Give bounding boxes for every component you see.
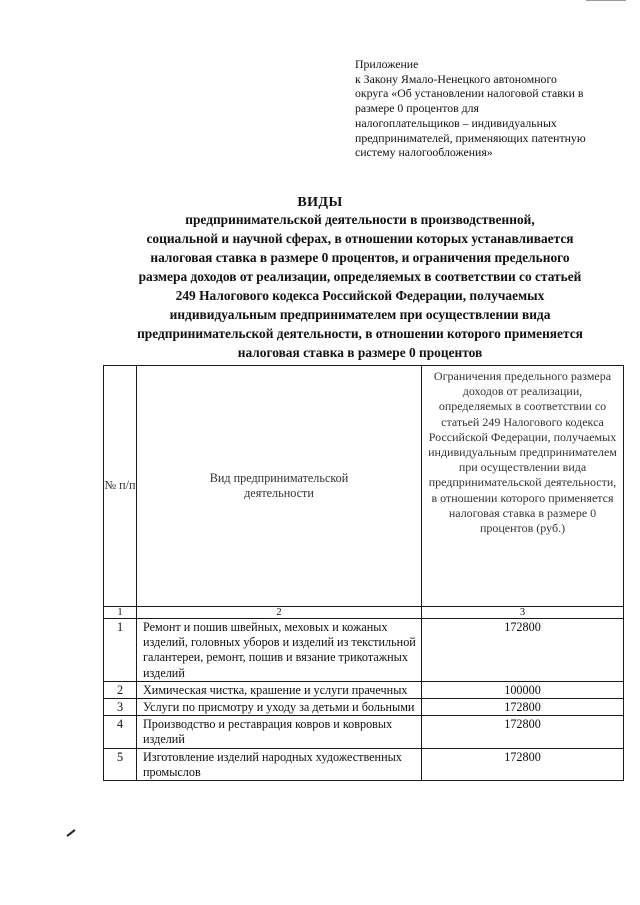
subtitle-line: налоговая ставка в размере 0 процентов, и ограничения предельного [150,250,570,265]
row-number: 4 [104,716,137,748]
activities-table [103,365,624,781]
appendix-line: налогоплательщиков – индивидуальных [355,115,557,130]
appendix-note [355,57,625,160]
header-num: № п/п [104,366,137,607]
subtitle-line: социальной и научной сферах, в отношении которых устанавливается [146,231,574,246]
row-limit: 172800 [422,699,624,716]
document-title: ВИДЫ [297,195,343,210]
row-activity: Ремонт и пошив швейных, меховых и кожаных изделий, головных уборов и изделий из текстильной галантереи, ремонт, пошив и вязание трикотажных изделий [137,619,422,682]
column-index-cell: 3 [422,607,624,619]
subtitle-line: предпринимательской деятельности, в отношении которого применяется [137,326,583,341]
row-number: 1 [104,619,137,682]
table-row [104,681,624,698]
pen-stroke-mark [66,829,75,837]
appendix-line: предпринимателей, применяющих патентную [355,130,586,145]
appendix-line: к Закону Ямало-Ненецкого автономного [355,71,557,86]
row-limit: 172800 [422,748,624,780]
table-row [104,699,624,716]
row-number: 5 [104,748,137,780]
row-number: 3 [104,699,137,716]
appendix-line: округа «Об установлении налоговой ставки в [355,86,584,101]
row-activity: Химическая чистка, крашение и услуги прачечных [137,681,422,698]
column-index-row [104,607,624,619]
column-index-cell: 1 [104,607,137,619]
table-row [104,619,624,682]
header-limit: Ограничения предельного размера доходов от реализации, определяемых в соответствии со статьей 249 Налогового кодекса Российской Федерации, получаемых индивидуальным предпринимателем при осуществлении вида предпринимательской деятельности, в отношении которого применяется налоговая ставка в размере 0 процентов (руб.) [422,366,624,607]
header-activity-text: Вид предпринимательской деятельности [209,470,349,500]
column-index-cell: 2 [137,607,422,619]
table-row [104,748,624,780]
page-corner-mark [586,0,626,1]
row-limit: 172800 [422,716,624,748]
row-activity: Производство и реставрация ковров и ковровых изделий [137,716,422,748]
subtitle-line: налоговая ставка в размере 0 процентов [237,345,483,360]
subtitle-line: предпринимательской деятельности в производственной, [185,212,535,227]
row-number: 2 [104,681,137,698]
header-activity [137,366,422,607]
row-activity: Услуги по присмотру и уходу за детьми и больными [137,699,422,716]
table-header-row [104,366,624,607]
appendix-line: размере 0 процентов для [355,101,479,116]
document-subtitle [80,210,640,362]
subtitle-line: размера доходов от реализации, определяемых в соответствии со статьей [138,269,582,284]
subtitle-line: индивидуальным предпринимателем при осуществлении вида [169,307,551,322]
subtitle-line: 249 Налогового кодекса Российской Федерации, получаемых [175,288,545,303]
row-limit: 172800 [422,619,624,682]
row-limit: 100000 [422,681,624,698]
appendix-line: систему налогообложения» [355,145,493,160]
table-row [104,716,624,748]
appendix-line: Приложение [355,57,419,71]
row-activity: Изготовление изделий народных художественных промыслов [137,748,422,780]
